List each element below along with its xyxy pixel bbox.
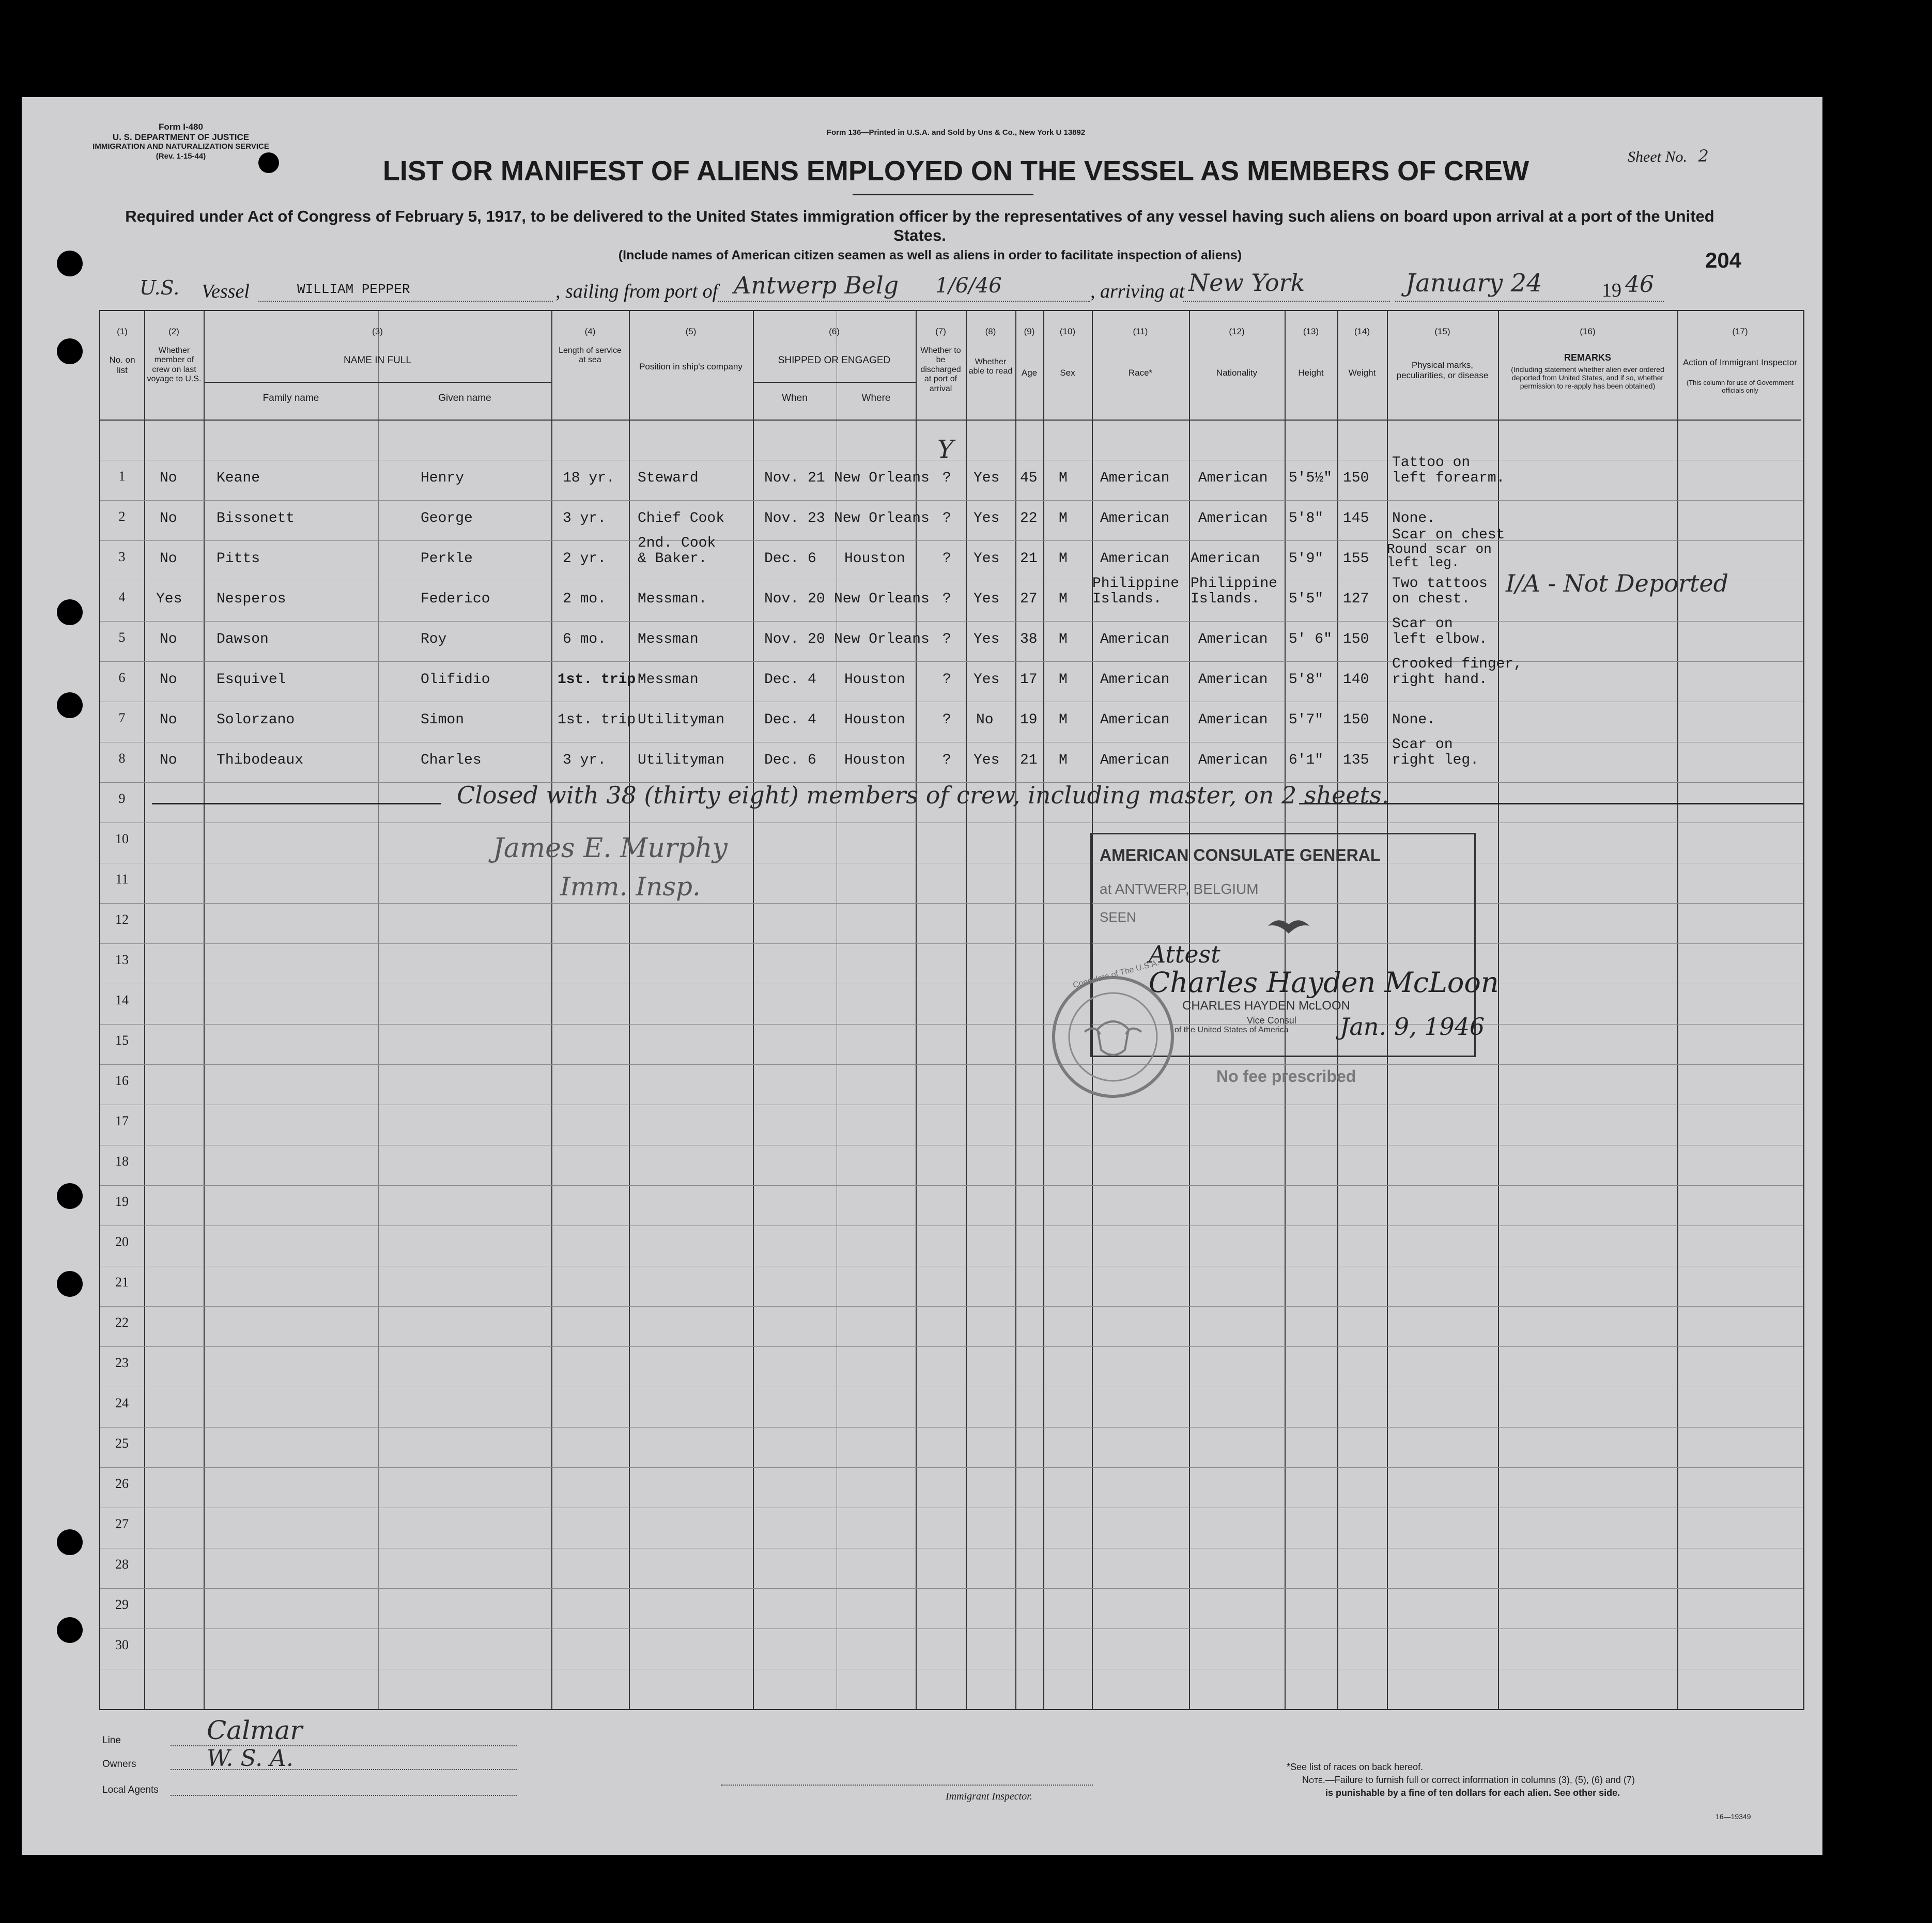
col-header-read: Whether able to read xyxy=(968,358,1013,376)
consul-signature: Charles Hayden McLoon xyxy=(1149,966,1499,999)
row-number: 30 xyxy=(115,1637,129,1652)
race: American xyxy=(1100,470,1170,486)
discharge: ? xyxy=(942,672,951,688)
race: American xyxy=(1100,712,1170,728)
vessel-prefix: U.S. xyxy=(140,276,180,299)
col-num-9: (9) xyxy=(1024,327,1035,336)
family-name: Dawson xyxy=(217,631,269,647)
height: 5'8" xyxy=(1289,672,1324,688)
position: Messman xyxy=(638,672,699,688)
shipped-when: Dec. 6 xyxy=(764,551,816,567)
immigrant-inspector-label: Immigrant Inspector. xyxy=(946,1791,1032,1802)
age: 27 xyxy=(1020,591,1038,607)
row-number: 10 xyxy=(115,831,129,846)
sex: M xyxy=(1059,591,1068,607)
service-length: 2 mo. xyxy=(563,591,607,607)
family-name: Keane xyxy=(217,470,260,486)
col-header-race: Race* xyxy=(1128,368,1153,378)
shipped-where: New Orleans xyxy=(834,631,930,647)
height: 6'1" xyxy=(1289,752,1324,768)
position: Steward xyxy=(638,470,699,486)
closing-statement: Closed with 38 (thirty eight) members of crew, including master, on 2 sheets. xyxy=(457,781,1389,809)
weight: 135 xyxy=(1343,752,1369,768)
physical-marks: Two tattoos xyxy=(1392,576,1488,592)
arrival-port: New York xyxy=(1188,269,1305,297)
sex: M xyxy=(1059,470,1068,486)
shipped-where: New Orleans xyxy=(834,470,930,486)
closing-rule-right xyxy=(1299,803,1803,804)
weight: 127 xyxy=(1343,591,1369,607)
consul-title-2: of the United States of America xyxy=(1174,1026,1289,1034)
height: 5'9" xyxy=(1289,551,1324,567)
page-title: LIST OR MANIFEST OF ALIENS EMPLOYED ON THE VESSEL AS MEMBERS OF CREW xyxy=(382,156,1529,187)
weight: 150 xyxy=(1343,470,1369,486)
vessel-label: Vessel xyxy=(202,281,250,302)
shipped-where: Houston xyxy=(844,712,905,728)
col-num-10: (10) xyxy=(1059,327,1076,336)
row-number: 3 xyxy=(118,549,126,564)
page-number: 204 xyxy=(1705,248,1742,272)
col-header-nationality: Nationality xyxy=(1216,368,1258,378)
physical-marks: Crooked finger, xyxy=(1392,656,1523,672)
col-num-6: (6) xyxy=(829,327,840,336)
age: 45 xyxy=(1020,470,1038,486)
position-2: & Baker. xyxy=(638,551,707,567)
row-number: 1 xyxy=(118,469,126,484)
col-num-1: (1) xyxy=(117,327,128,336)
row-number: 13 xyxy=(115,952,129,967)
shipped-where: Houston xyxy=(844,752,905,768)
given-name: Roy xyxy=(421,631,447,647)
sex: M xyxy=(1059,551,1068,567)
physical-marks: Scar on xyxy=(1392,616,1453,632)
col-header-where: Where xyxy=(861,393,891,404)
crew-member: No xyxy=(160,712,177,728)
col-header-family: Family name xyxy=(262,393,319,404)
able-to-read: Yes xyxy=(973,631,1000,647)
nationality: American xyxy=(1198,510,1268,526)
row-number: 11 xyxy=(115,872,129,887)
arriving-label: , arriving at xyxy=(1090,281,1185,302)
service-length: 1st. trip xyxy=(558,672,636,688)
weight: 145 xyxy=(1343,510,1369,526)
binder-hole xyxy=(57,599,83,625)
row-number: 6 xyxy=(118,670,126,685)
binder-hole xyxy=(57,1183,83,1209)
race-2: Islands. xyxy=(1092,591,1162,607)
sailing-date: 1/6/46 xyxy=(935,274,1002,298)
sheet-label: Sheet No. xyxy=(1628,148,1687,165)
age: 17 xyxy=(1020,672,1038,688)
department: U. S. DEPARTMENT OF JUSTICE xyxy=(112,132,250,142)
family-name: Esquivel xyxy=(217,672,286,688)
position: Messman. xyxy=(638,591,707,607)
consul-title: Vice Consul xyxy=(1247,1015,1296,1026)
date-dotline xyxy=(1395,301,1664,302)
race: American xyxy=(1100,510,1170,526)
col-num-11: (11) xyxy=(1133,327,1148,336)
binder-hole xyxy=(57,1529,83,1555)
discharge: ? xyxy=(942,510,951,526)
race: American xyxy=(1100,551,1170,567)
shipped-when: Dec. 4 xyxy=(764,712,816,728)
agents-dotline xyxy=(171,1795,517,1796)
row-number: 4 xyxy=(118,590,126,604)
page-subtitle: Required under Act of Congress of February 5, 1917, to be delivered to the United States immigration officer by the representatives of any vessel having such aliens on board upon arrival at a port of the United States. xyxy=(125,207,1714,245)
consul-printed-name: CHARLES HAYDEN McLOON xyxy=(1182,999,1350,1013)
position: 2nd. Cook xyxy=(638,535,716,551)
age: 21 xyxy=(1020,752,1038,768)
row-number: 2 xyxy=(118,509,126,524)
col-header-no: No. on list xyxy=(109,355,135,375)
position: Utilityman xyxy=(638,712,725,728)
shipped-when: Nov. 20 xyxy=(764,591,825,607)
row-number: 24 xyxy=(115,1395,129,1410)
owners-label: Owners xyxy=(102,1759,136,1770)
col-num-8: (8) xyxy=(985,327,996,336)
binder-hole xyxy=(57,692,83,718)
col-header-sex: Sex xyxy=(1060,368,1075,378)
row-number: 16 xyxy=(115,1073,129,1088)
able-to-read: Yes xyxy=(973,591,1000,607)
sex: M xyxy=(1059,510,1068,526)
age: 22 xyxy=(1020,510,1038,526)
row-number: 28 xyxy=(115,1557,129,1572)
shipped-when: Nov. 20 xyxy=(764,631,825,647)
service-length: 18 yr. xyxy=(563,470,615,486)
family-name: Nesperos xyxy=(217,591,286,607)
row-number: 12 xyxy=(115,912,129,927)
penalty-note xyxy=(1302,1775,1635,1786)
col-num-7: (7) xyxy=(935,327,946,336)
crew-member: No xyxy=(160,752,177,768)
discharge: ? xyxy=(942,551,951,567)
service-length: 2 yr. xyxy=(563,551,607,567)
printer-note: Form 136—Printed in U.S.A. and Sold by Uns & Co., New York U 13892 xyxy=(826,128,1086,137)
shipped-where: Houston xyxy=(844,551,905,567)
sex: M xyxy=(1059,631,1068,647)
position: Messman xyxy=(638,631,699,647)
physical-marks: Scar on chest xyxy=(1392,527,1505,543)
departure-port: Antwerp Belg xyxy=(734,271,899,299)
physical-marks-2: Round scar on left leg. xyxy=(1387,541,1492,570)
stamp-seen: SEEN xyxy=(1100,909,1136,925)
family-name: Thibodeaux xyxy=(217,752,304,768)
no-fee-note: No fee prescribed xyxy=(1216,1067,1356,1085)
sailing-label: , sailing from port of xyxy=(555,281,718,302)
binder-hole xyxy=(57,1617,83,1643)
sex: M xyxy=(1059,672,1068,688)
nationality: American xyxy=(1198,631,1268,647)
physical-marks-2: right hand. xyxy=(1392,672,1488,688)
nationality: American xyxy=(1198,672,1268,688)
races-note: *See list of races on back hereof. xyxy=(1287,1762,1424,1772)
able-to-read: Yes xyxy=(973,551,1000,567)
inspector-signature: James E. Murphy xyxy=(493,833,728,864)
col-num-16: (16) xyxy=(1580,327,1596,336)
inspector-title: Imm. Insp. xyxy=(560,872,701,902)
note-label: Note. xyxy=(1302,1775,1325,1785)
age: 38 xyxy=(1020,631,1038,647)
row-number: 18 xyxy=(115,1154,129,1169)
family-name: Solorzano xyxy=(217,712,295,728)
family-name: Bissonett xyxy=(217,510,295,526)
weight: 140 xyxy=(1343,672,1369,688)
given-name: Perkle xyxy=(421,551,473,567)
title-underline xyxy=(853,194,1033,195)
consulate-seal-icon xyxy=(1048,972,1178,1102)
service-length: 6 mo. xyxy=(563,631,607,647)
col-header-when: When xyxy=(782,393,808,404)
given-name: Charles xyxy=(421,752,482,768)
height: 5'8" xyxy=(1289,510,1324,526)
shipped-where: Houston xyxy=(844,672,905,688)
note-text: —Failure to furnish full or correct information in columns (3), (5), (6) and (7) xyxy=(1325,1775,1635,1785)
nationality: American xyxy=(1198,752,1268,768)
row-number: 17 xyxy=(115,1113,129,1128)
inclusion-note: (Include names of American citizen seamen as well as aliens in order to facilitate inspection of aliens) xyxy=(618,248,1242,262)
physical-marks: Scar on xyxy=(1392,737,1453,753)
col-header-discharge: Whether to be discharged at port of arrival xyxy=(920,346,961,393)
height: 5'5½" xyxy=(1289,470,1333,486)
nationality: American xyxy=(1198,470,1268,486)
row1-check-mark: Y xyxy=(937,435,954,464)
binder-hole xyxy=(57,338,83,364)
crew-member: Yes xyxy=(156,591,182,607)
row-number: 29 xyxy=(115,1597,129,1612)
arrival-dotline xyxy=(1183,301,1390,302)
shipped-when: Dec. 6 xyxy=(764,752,816,768)
given-name: Simon xyxy=(421,712,465,728)
col-header-marks: Physical marks, peculiarities, or disease xyxy=(1396,360,1489,380)
arrival-date: January 24 xyxy=(1405,269,1542,298)
discharge: ? xyxy=(942,631,951,647)
year-prefix: 19 xyxy=(1602,280,1621,301)
col-num-5: (5) xyxy=(685,327,697,336)
discharge: ? xyxy=(942,712,951,728)
able-to-read: Yes xyxy=(973,672,1000,688)
inspector-dotline xyxy=(721,1785,1093,1786)
row-number: 7 xyxy=(118,710,126,725)
col-num-14: (14) xyxy=(1354,327,1370,336)
race: American xyxy=(1100,752,1170,768)
shipped-when: Nov. 21 xyxy=(764,470,825,486)
nationality: American xyxy=(1191,551,1260,567)
stamp-date: Jan. 9, 1946 xyxy=(1340,1013,1485,1041)
position: Utilityman xyxy=(638,752,725,768)
crew-member: No xyxy=(160,551,177,567)
age: 21 xyxy=(1020,551,1038,567)
col-num-2: (2) xyxy=(168,327,179,336)
height: 5'5" xyxy=(1289,591,1324,607)
col-num-4: (4) xyxy=(584,327,596,336)
col-num-15: (15) xyxy=(1434,327,1450,336)
shipped-where: New Orleans xyxy=(834,591,930,607)
row-number: 9 xyxy=(118,791,126,806)
binder-hole xyxy=(57,251,83,276)
crew-member: No xyxy=(160,631,177,647)
row-number: 27 xyxy=(115,1516,129,1531)
closing-rule-left xyxy=(152,803,441,804)
col-header-height: Height xyxy=(1298,368,1324,378)
crew-member: No xyxy=(160,470,177,486)
col-header-shipped: SHIPPED OR ENGAGED xyxy=(778,355,891,366)
sex: M xyxy=(1059,712,1068,728)
port-dotline xyxy=(718,301,1090,302)
physical-marks: None. xyxy=(1392,712,1436,728)
row-number: 5 xyxy=(118,630,126,645)
discharge: ? xyxy=(942,591,951,607)
race: Philippine xyxy=(1092,576,1180,592)
line-value: Calmar xyxy=(207,1715,303,1745)
given-name: Federico xyxy=(421,591,490,607)
form-revision: (Rev. 1-15-44) xyxy=(156,152,206,161)
weight: 155 xyxy=(1343,551,1369,567)
row-number: 21 xyxy=(115,1275,129,1290)
given-name: George xyxy=(421,510,473,526)
given-name: Henry xyxy=(421,470,465,486)
row-number: 20 xyxy=(115,1234,129,1249)
service-length: 1st. trip xyxy=(558,712,636,728)
able-to-read: No xyxy=(976,712,994,728)
col-header-name: NAME IN FULL xyxy=(344,355,411,366)
row-number: 22 xyxy=(115,1315,129,1330)
col-num-12: (12) xyxy=(1229,327,1245,336)
line-label: Line xyxy=(102,1735,121,1746)
height: 5' 6" xyxy=(1289,631,1333,647)
physical-marks: Tattoo on xyxy=(1392,455,1471,471)
form-number: Form I-480 xyxy=(159,122,203,132)
crew-member: No xyxy=(160,672,177,688)
col-header-weight: Weight xyxy=(1348,368,1376,378)
stamp-attest: Attest xyxy=(1149,940,1220,968)
sex: M xyxy=(1059,752,1068,768)
col-header-service: Length of service at sea xyxy=(559,346,622,365)
service-length: 3 yr. xyxy=(563,510,607,526)
row-number: 26 xyxy=(115,1476,129,1491)
shipped-when: Nov. 23 xyxy=(764,510,825,526)
physical-marks-2: left forearm. xyxy=(1392,470,1505,486)
position: Chief Cook xyxy=(638,510,725,526)
row-number: 23 xyxy=(115,1355,129,1370)
physical-marks-2: left elbow. xyxy=(1392,631,1488,647)
sheet-number: 2 xyxy=(1698,146,1709,166)
penalty-note-2: is punishable by a fine of ten dollars for each alien. See other side. xyxy=(1325,1788,1620,1798)
physical-marks-2: right leg. xyxy=(1392,752,1479,768)
given-name: Olifidio xyxy=(421,672,490,688)
crew-table xyxy=(99,310,1804,1710)
binder-hole xyxy=(57,1271,83,1297)
col-num-3: (3) xyxy=(372,327,383,336)
col-header-action-note: (This column for use of Government officials only xyxy=(1686,379,1794,394)
row-number: 15 xyxy=(115,1033,129,1048)
col-header-given: Given name xyxy=(438,393,491,404)
age: 19 xyxy=(1020,712,1038,728)
deportation-remark: I/A - Not Deported xyxy=(1506,569,1729,597)
owners-value: W. S. A. xyxy=(207,1745,293,1772)
able-to-read: Yes xyxy=(973,510,1000,526)
crew-member: No xyxy=(160,510,177,526)
able-to-read: Yes xyxy=(973,752,1000,768)
col-header-remarks-note: (Including statement whether alien ever ordered deported from United States, and if so, whether permission to re-apply has been obtained) xyxy=(1511,365,1664,391)
col-header-action: Action of Immigrant Inspector xyxy=(1682,358,1798,367)
service-length: 3 yr. xyxy=(563,752,607,768)
nationality-2: Islands. xyxy=(1191,591,1260,607)
col-header-position: Position in ship's company xyxy=(639,362,743,371)
discharge: ? xyxy=(942,470,951,486)
vessel-name: WILLIAM PEPPER xyxy=(297,282,410,297)
seal-text: Consulate of The U.S.A. xyxy=(1072,958,1161,990)
race: American xyxy=(1100,631,1170,647)
col-num-17: (17) xyxy=(1732,327,1748,336)
height: 5'7" xyxy=(1289,712,1324,728)
race: American xyxy=(1100,672,1170,688)
family-name: Pitts xyxy=(217,551,260,567)
eagle-icon xyxy=(1265,913,1312,939)
col-header-age: Age xyxy=(1021,368,1038,378)
nationality: Philippine xyxy=(1191,576,1278,592)
physical-marks: None. xyxy=(1392,510,1436,526)
row-number: 14 xyxy=(115,992,129,1007)
row-number: 8 xyxy=(118,751,126,766)
weight: 150 xyxy=(1343,631,1369,647)
form-code: 16—19349 xyxy=(1715,1812,1751,1821)
stamp-city: at ANTWERP, BELGIUM xyxy=(1100,881,1259,897)
shipped-where: New Orleans xyxy=(834,510,930,526)
col-header-member: Whether member of crew on last voyage to U.S. xyxy=(147,346,202,384)
able-to-read: Yes xyxy=(973,470,1000,486)
arrival-year: 46 xyxy=(1625,271,1654,298)
row-number: 19 xyxy=(115,1194,129,1209)
stamp-consulate: AMERICAN CONSULATE GENERAL xyxy=(1100,846,1381,864)
nationality: American xyxy=(1198,712,1268,728)
weight: 150 xyxy=(1343,712,1369,728)
local-agents-label: Local Agents xyxy=(102,1785,159,1795)
col-header-remarks: REMARKS xyxy=(1564,352,1611,363)
col-num-13: (13) xyxy=(1303,327,1319,336)
service: IMMIGRATION AND NATURALIZATION SERVICE xyxy=(92,142,269,151)
row-number: 25 xyxy=(115,1436,129,1451)
physical-marks-2: on chest. xyxy=(1392,591,1471,607)
vessel-dotline xyxy=(258,301,553,302)
discharge: ? xyxy=(942,752,951,768)
shipped-when: Dec. 4 xyxy=(764,672,816,688)
